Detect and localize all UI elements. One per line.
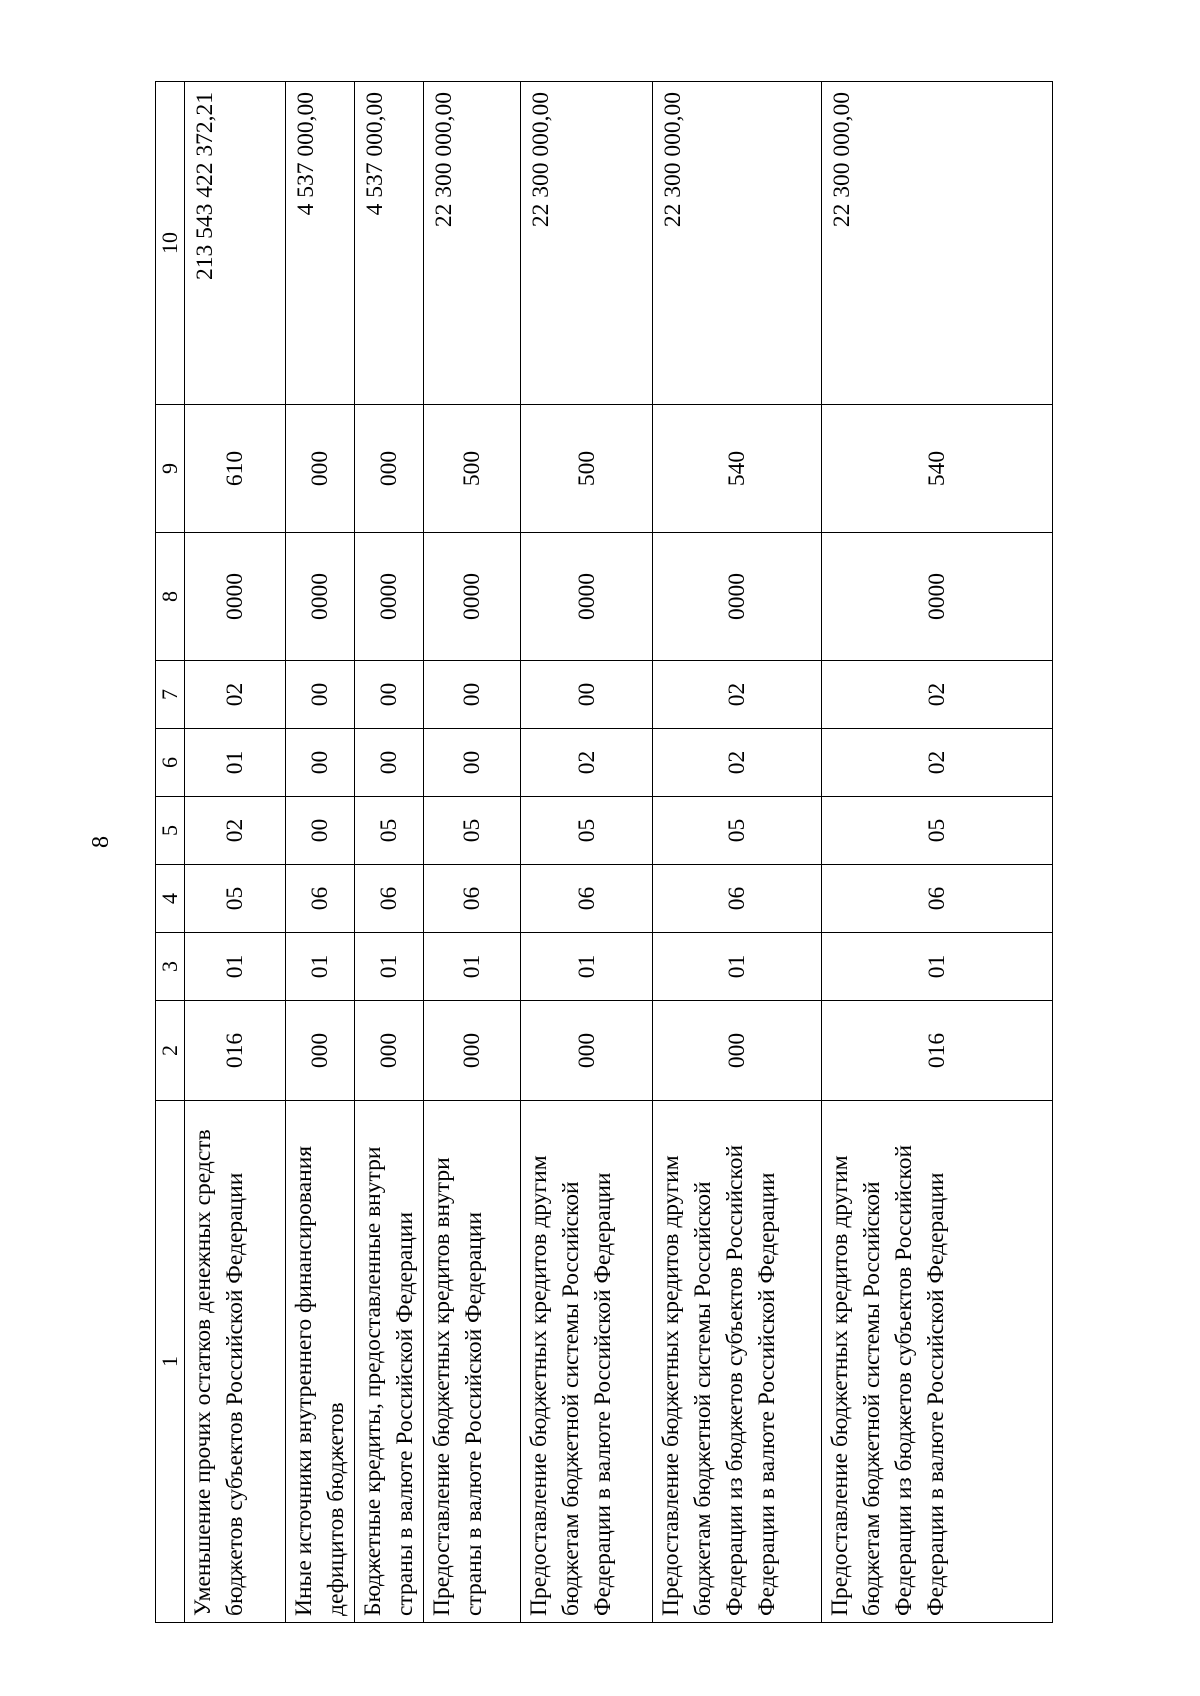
- code-cell: 000: [286, 1001, 355, 1101]
- code-cell: 500: [424, 405, 521, 533]
- code-cell: 02: [822, 729, 1053, 797]
- table-row: [521, 82, 653, 1623]
- code-cell: 00: [424, 661, 521, 729]
- code-cell: 0000: [355, 533, 424, 661]
- code-cell: 00: [355, 729, 424, 797]
- code-cell: 00: [355, 661, 424, 729]
- column-header: 9: [156, 405, 185, 533]
- table-row: [653, 82, 822, 1623]
- row-name: Предоставление бюджетных кредитов внутри страны в валюте Российской Федерации: [424, 1101, 521, 1623]
- code-cell: 540: [822, 405, 1053, 533]
- code-cell: 01: [355, 933, 424, 1001]
- code-cell: 0000: [286, 533, 355, 661]
- code-cell: 00: [286, 729, 355, 797]
- code-cell: 00: [286, 661, 355, 729]
- amount-cell: 213 543 422 372,21: [185, 82, 286, 405]
- column-header: 4: [156, 865, 185, 933]
- code-cell: 05: [822, 797, 1053, 865]
- amount-cell: 22 300 000,00: [521, 82, 653, 405]
- column-header: 1: [156, 1101, 185, 1623]
- code-cell: 06: [653, 865, 822, 933]
- code-cell: 01: [822, 933, 1053, 1001]
- code-cell: 000: [424, 1001, 521, 1101]
- code-cell: 02: [653, 729, 822, 797]
- column-header: 10: [156, 82, 185, 405]
- column-number-row: [156, 82, 185, 1623]
- amount-cell: 4 537 000,00: [355, 82, 424, 405]
- row-name: Предоставление бюджетных кредитов другим бюджетам бюджетной системы Российской Федерации из бюджетов субъектов Российской Федерации в валюте Российской Федерации: [653, 1101, 822, 1623]
- code-cell: 06: [521, 865, 653, 933]
- column-header: 7: [156, 661, 185, 729]
- code-cell: 02: [521, 729, 653, 797]
- code-cell: 05: [185, 865, 286, 933]
- code-cell: 02: [185, 661, 286, 729]
- code-cell: 01: [424, 933, 521, 1001]
- code-cell: 02: [653, 661, 822, 729]
- code-cell: 500: [521, 405, 653, 533]
- code-cell: 05: [355, 797, 424, 865]
- table-row: [424, 82, 521, 1623]
- column-header: 8: [156, 533, 185, 661]
- code-cell: 0000: [424, 533, 521, 661]
- code-cell: 01: [521, 933, 653, 1001]
- column-header: 3: [156, 933, 185, 1001]
- code-cell: 0000: [185, 533, 286, 661]
- code-cell: 02: [822, 661, 1053, 729]
- code-cell: 0000: [822, 533, 1053, 661]
- code-cell: 610: [185, 405, 286, 533]
- row-name: Предоставление бюджетных кредитов другим бюджетам бюджетной системы Российской Федерации в валюте Российской Федерации: [521, 1101, 653, 1623]
- table-row: [355, 82, 424, 1623]
- budget-sources-table: [155, 81, 1053, 1623]
- code-cell: 06: [424, 865, 521, 933]
- code-cell: 00: [286, 797, 355, 865]
- row-name: Уменьшение прочих остатков денежных средств бюджетов субъектов Российской Федерации: [185, 1101, 286, 1623]
- code-cell: 000: [286, 405, 355, 533]
- table-row: [185, 82, 286, 1623]
- code-cell: 000: [653, 1001, 822, 1101]
- code-cell: 00: [521, 661, 653, 729]
- amount-cell: 22 300 000,00: [653, 82, 822, 405]
- amount-cell: 4 537 000,00: [286, 82, 355, 405]
- amount-cell: 22 300 000,00: [822, 82, 1053, 405]
- row-name: Предоставление бюджетных кредитов другим бюджетам бюджетной системы Российской Федерации из бюджетов субъектов Российской Федерации в валюте Российской Федерации: [822, 1101, 1053, 1623]
- code-cell: 05: [653, 797, 822, 865]
- code-cell: 000: [355, 1001, 424, 1101]
- code-cell: 05: [521, 797, 653, 865]
- code-cell: 016: [185, 1001, 286, 1101]
- code-cell: 05: [424, 797, 521, 865]
- code-cell: 00: [424, 729, 521, 797]
- amount-cell: 22 300 000,00: [424, 82, 521, 405]
- code-cell: 000: [355, 405, 424, 533]
- code-cell: 016: [822, 1001, 1053, 1101]
- code-cell: 02: [185, 797, 286, 865]
- code-cell: 000: [521, 1001, 653, 1101]
- code-cell: 01: [286, 933, 355, 1001]
- code-cell: 0000: [653, 533, 822, 661]
- column-header: 6: [156, 729, 185, 797]
- row-name: Иные источники внутреннего финансирования дефицитов бюджетов: [286, 1101, 355, 1623]
- code-cell: 01: [185, 933, 286, 1001]
- table-row: [286, 82, 355, 1623]
- code-cell: 06: [822, 865, 1053, 933]
- row-name: Бюджетные кредиты, предоставленные внутри страны в валюте Российской Федерации: [355, 1101, 424, 1623]
- table-rotated-container: [155, 82, 1045, 1623]
- table-row: [822, 82, 1053, 1623]
- column-header: 2: [156, 1001, 185, 1101]
- code-cell: 06: [286, 865, 355, 933]
- code-cell: 0000: [521, 533, 653, 661]
- code-cell: 06: [355, 865, 424, 933]
- column-header: 5: [156, 797, 185, 865]
- code-cell: 01: [185, 729, 286, 797]
- code-cell: 540: [653, 405, 822, 533]
- page-number: 8: [88, 836, 114, 848]
- code-cell: 01: [653, 933, 822, 1001]
